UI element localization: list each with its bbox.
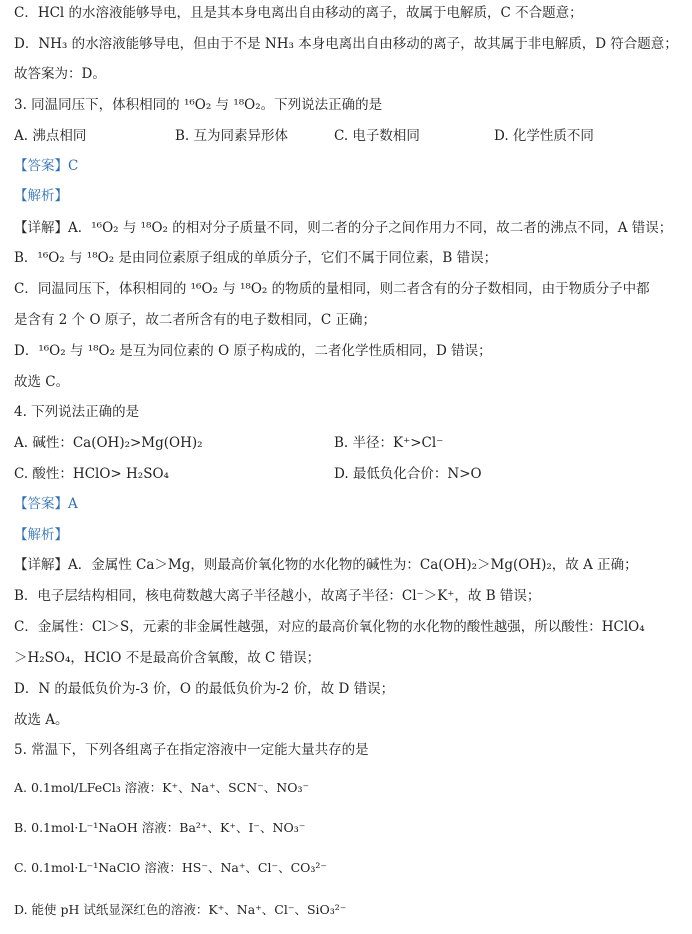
- answer-label: 【答案】C: [14, 158, 79, 174]
- analysis-label: 【解析】: [14, 188, 68, 204]
- text-line: B．电子层结构相同，核电荷数越大离子半径越小，故离子半径：Cl⁻＞K⁺，故 B 错误；: [14, 588, 541, 604]
- text-line: 是含有 2 个 O 原子，故二者所含有的电子数相同，C 正确；: [14, 312, 376, 328]
- q4-option-d: D. 最低负化合价：N>O: [334, 466, 482, 482]
- answer-label: 【答案】A: [14, 496, 78, 512]
- text-line: 【详解】A．金属性 Ca＞Mg，则最高价氧化物的水化物的碱性为：Ca(OH)₂＞Mg(OH)₂，故 A 正确；: [14, 557, 638, 573]
- q3-option-d: D. 化学性质不同: [494, 128, 594, 144]
- text-line: 故答案为：D。: [14, 66, 106, 82]
- text-line: 故选 A。: [14, 712, 69, 728]
- q4-option-a: A. 碱性：Ca(OH)₂>Mg(OH)₂: [14, 435, 203, 451]
- question-3-title: 3. 同温同压下，体积相同的 ¹⁶O₂ 与 ¹⁸O₂。下列说法正确的是: [14, 97, 383, 113]
- q5-option-b: B. 0.1mol·L⁻¹NaOH 溶液：Ba²⁺、K⁺、I⁻、NO₃⁻: [14, 820, 306, 835]
- analysis-label: 【解析】: [14, 527, 68, 543]
- q4-option-c: C. 酸性：HClO> H₂SO₄: [14, 466, 169, 482]
- text-line: 【详解】A．¹⁶O₂ 与 ¹⁸O₂ 的相对分子质量不同，则二者的分子之间作用力不同，故二者的沸点不同，A 错误；: [14, 220, 673, 236]
- q5-option-c: C. 0.1mol·L⁻¹NaClO 溶液：HS⁻、Na⁺、Cl⁻、CO₃²⁻: [14, 860, 328, 875]
- text-line: D．NH₃ 的水溶液能够导电，但由于不是 NH₃ 本身电离出自由移动的离子，故其属于非电解质，D 符合题意；: [14, 36, 678, 52]
- text-line: B．¹⁶O₂ 与 ¹⁸O₂ 是由同位素原子组成的单质分子，它们不属于同位素，B 错误；: [14, 250, 498, 266]
- question-4-title: 4. 下列说法正确的是: [14, 404, 140, 420]
- text-line: C．金属性：Cl＞S，元素的非金属性越强，对应的最高价氧化物的水化物的酸性越强，所以酸性：HClO₄: [14, 619, 645, 635]
- q5-option-d: D. 能使 pH 试纸显深红色的溶液：K⁺、Na⁺、Cl⁻、SiO₃²⁻: [14, 902, 347, 917]
- text-line: 故选 C。: [14, 374, 70, 390]
- q3-option-c: C. 电子数相同: [334, 128, 420, 144]
- text-line: D．N 的最低负价为-3 价，O 的最低负价为-2 价，故 D 错误；: [14, 681, 395, 697]
- text-line: C．同温同压下，体积相同的 ¹⁶O₂ 与 ¹⁸O₂ 的物质的量相同，则二者含有的分子数相同，由于物质分子中都: [14, 281, 650, 297]
- q5-option-a: A. 0.1mol/LFeCl₃ 溶液：K⁺、Na⁺、SCN⁻、NO₃⁻: [14, 780, 310, 795]
- text-line: D．¹⁶O₂ 与 ¹⁸O₂ 是互为同位素的 O 原子构成的，二者化学性质相同，D 错误；: [14, 343, 492, 359]
- text-line: ＞H₂SO₄，HClO 不是最高价含氧酸，故 C 错误；: [14, 650, 321, 666]
- q3-option-a: A. 沸点相同: [14, 128, 87, 144]
- q4-option-b: B. 半径：K⁺>Cl⁻: [334, 435, 444, 451]
- question-5-title: 5. 常温下，下列各组离子在指定溶液中一定能大量共存的是: [14, 742, 369, 758]
- q3-option-b: B. 互为同素异形体: [175, 128, 289, 144]
- text-line: C．HCl 的水溶液能够导电，且是其本身电离出自由移动的离子，故属于电解质，C 不合题意；: [14, 5, 583, 21]
